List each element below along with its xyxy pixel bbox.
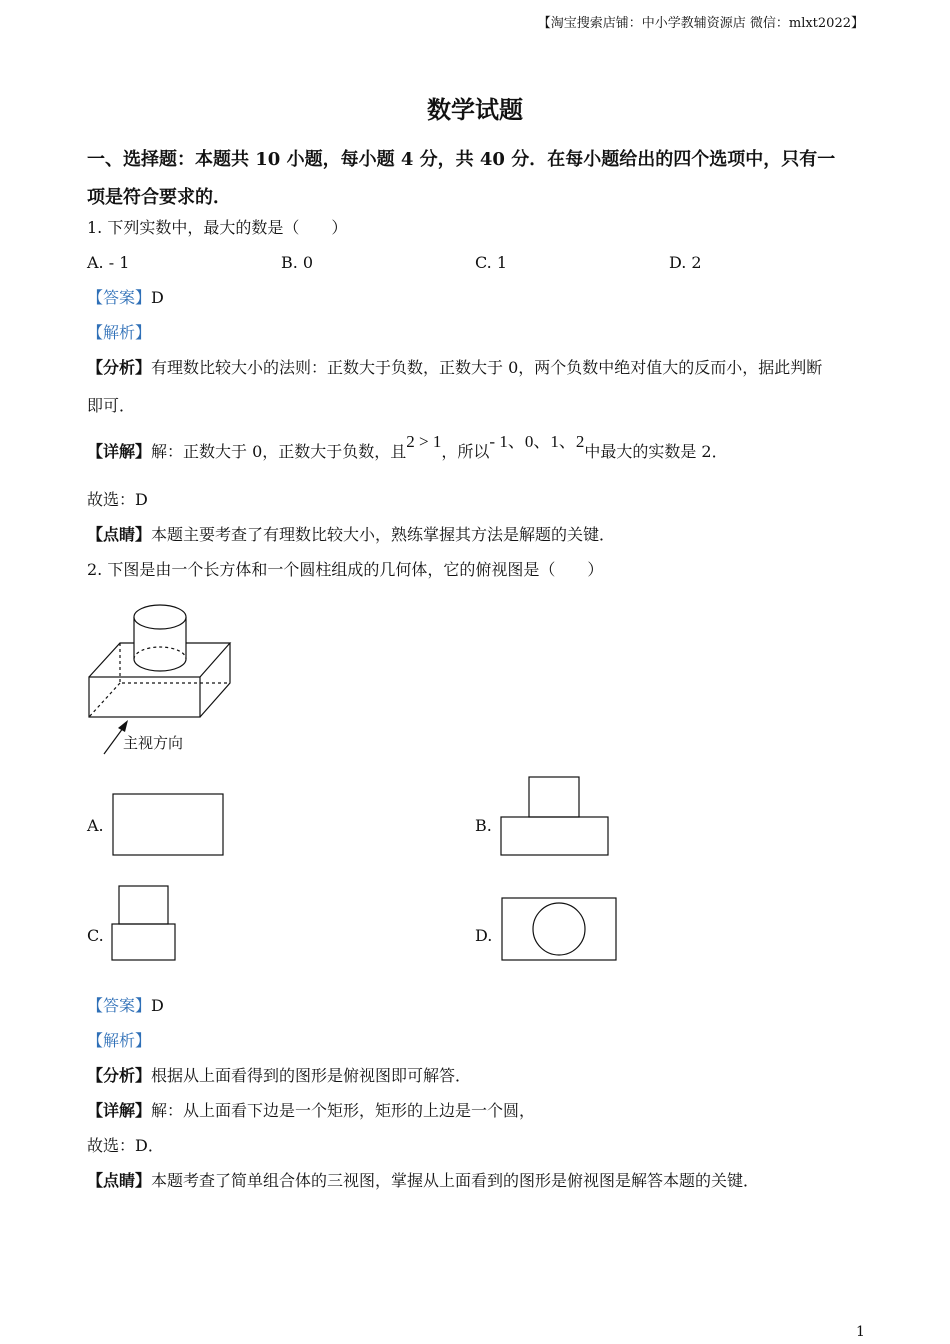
q2-fenxi-row [87, 1066, 471, 1086]
cylinder-bottom-front [134, 659, 186, 671]
q1-answer-tag: 【答案】 [87, 288, 152, 307]
q2-option-a-label: A. [87, 816, 104, 835]
option-b-top-rect [529, 777, 579, 817]
q2-xiangjie-tag: 【详解】 [87, 1101, 152, 1120]
q1-analysis-tag: 【解析】 [87, 323, 152, 342]
q2-answer-tag: 【答案】 [87, 996, 152, 1015]
q1-xiangjie-row [87, 432, 728, 462]
q2-stem: 2. 下图是由一个长方体和一个圆柱组成的几何体，它的俯视图是（ ） [87, 560, 604, 579]
q1-option-a: A. - 1 [87, 253, 130, 272]
q2-fenxi-text: 根据从上面看得到的图形是俯视图即可解答． [151, 1066, 472, 1085]
q2-answer-row [87, 996, 164, 1016]
q2-option-b-figure [499, 776, 611, 858]
q2-dianjing-row [87, 1171, 759, 1191]
q1-math-list: - 1、0、1、2 [489, 432, 585, 451]
section-heading-line2: 项是符合要求的． [87, 187, 231, 208]
q1-fenxi-text: 有理数比较大小的法则：正数大于负数，正数大于 0，两个负数中绝对值大的反而小，据此判断 [151, 358, 823, 377]
q2-option-c-label: C. [87, 926, 104, 945]
option-a-rect [113, 794, 223, 855]
q1-dianjing-text: 本题主要考查了有理数比较大小，熟练掌握其方法是解题的关键． [151, 525, 616, 544]
q1-answer: D [151, 288, 164, 307]
view-direction-label: 主视方向 [123, 734, 184, 752]
q2-dianjing-tag: 【点睛】 [87, 1171, 152, 1190]
arrow-head [118, 720, 128, 732]
page-title: 数学试题 [427, 95, 523, 124]
q2-fenxi-tag: 【分析】 [87, 1066, 152, 1085]
section-heading-line1: 一、选择题：本题共 10 小题，每小题 4 分，共 40 分．在每小题给出的四个选项中，只有一 [87, 149, 836, 170]
q1-option-d: D. 2 [669, 253, 702, 272]
q1-dianjing-row [87, 525, 615, 545]
q2-option-c-figure [110, 884, 180, 964]
q1-fenxi-row [87, 358, 822, 378]
option-c-bottom-rect [112, 924, 175, 960]
q1-option-c: C. 1 [475, 253, 508, 272]
q1-xiangjie-text-a: 解：正数大于 0，正数大于负数，且 [151, 442, 407, 461]
q2-option-d-figure [500, 896, 620, 964]
q1-xiangjie-tag: 【详解】 [87, 442, 152, 461]
q2-answer: D [151, 996, 164, 1015]
option-b-bottom-rect [501, 817, 608, 855]
q2-xiangjie-text: 解：从上面看下边是一个矩形，矩形的上边是一个圆， [151, 1101, 536, 1120]
q1-option-b: B. 0 [281, 253, 314, 272]
option-c-top-rect [119, 886, 168, 924]
q2-dianjing-text: 本题考查了简单组合体的三视图，掌握从上面看到的图形是俯视图是解答本题的关键． [151, 1171, 760, 1190]
cylinder-top-ellipse [134, 605, 186, 629]
q1-dianjing-tag: 【点睛】 [87, 525, 152, 544]
q1-answer-row [87, 288, 164, 308]
q1-guxuan: 故选：D [87, 490, 148, 509]
q1-stem: 1. 下列实数中，最大的数是（ ） [87, 218, 348, 237]
option-d-circle [533, 903, 585, 955]
q2-option-a-figure [112, 792, 226, 858]
q2-xiangjie-row [87, 1101, 535, 1121]
q2-option-d-label: D. [475, 926, 493, 945]
q1-xiangjie-text-b: ，所以 [441, 442, 490, 461]
box-right-face [200, 643, 230, 717]
q2-guxuan: 故选：D． [87, 1136, 164, 1155]
option-d-rect [502, 898, 616, 960]
q1-xiangjie-text-c: 中最大的实数是 2． [584, 442, 728, 461]
q1-fenxi-line2: 即可． [87, 396, 136, 415]
q1-fenxi-tag: 【分析】 [87, 358, 152, 377]
q2-analysis-tag: 【解析】 [87, 1031, 152, 1050]
q2-option-b-label: B. [475, 816, 492, 835]
page-number: 1 [856, 1324, 865, 1340]
q1-math-inequality: 2 > 1 [406, 432, 442, 451]
header-watermark: 【淘宝搜索店铺：中小学教辅资源店 微信：mlxt2022】 [537, 16, 864, 31]
box-hidden-diagonal [89, 683, 120, 717]
